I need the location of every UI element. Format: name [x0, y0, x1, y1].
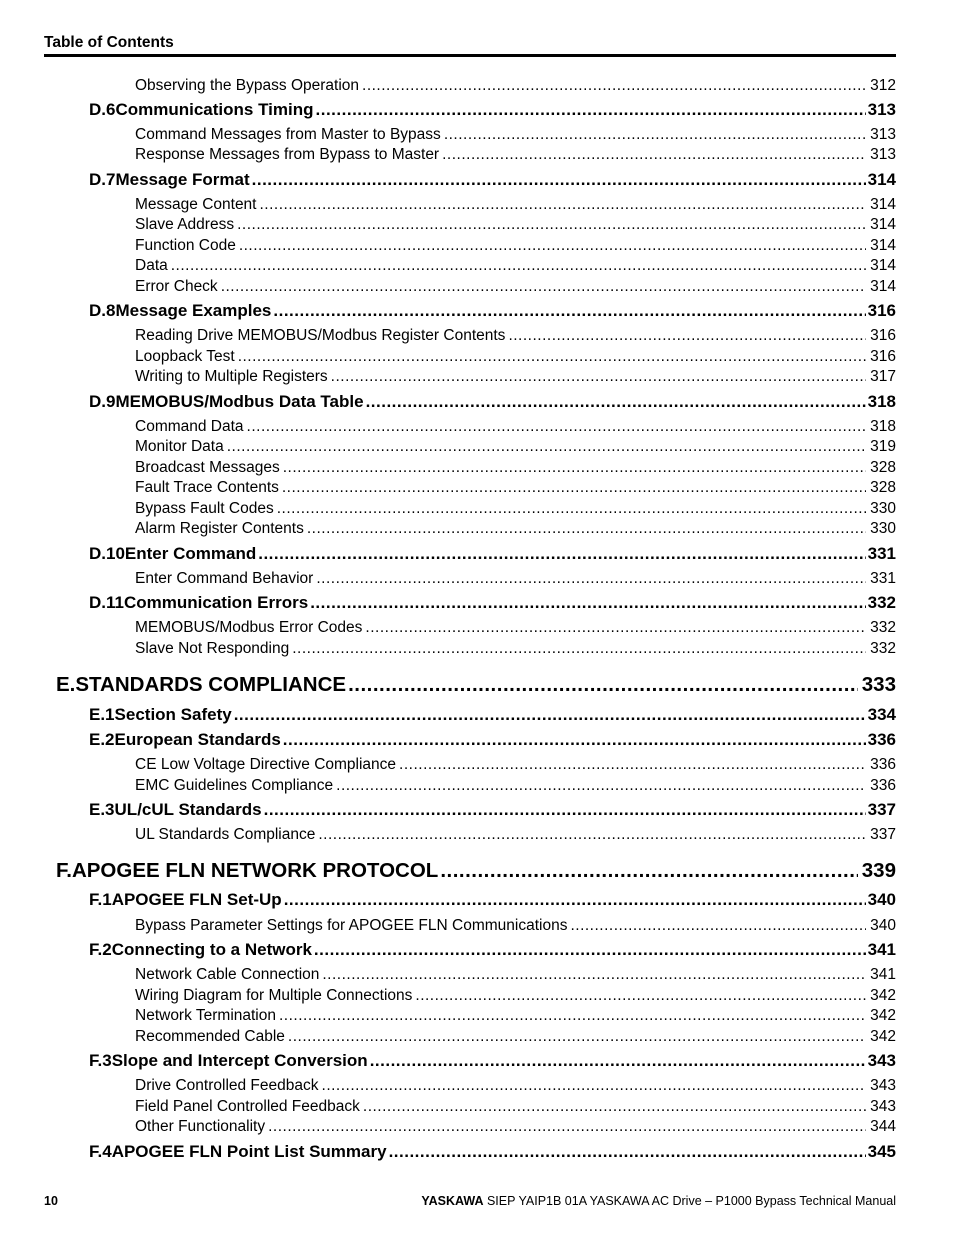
toc-entry-page: 316: [870, 348, 896, 365]
toc-entry-title: Response Messages from Bypass to Master: [135, 146, 440, 163]
toc-entry-sub[interactable]: [135, 146, 896, 164]
toc-entry-sub[interactable]: [135, 1028, 896, 1046]
toc-entry-sub[interactable]: [135, 500, 896, 518]
dot-leader: [365, 619, 866, 637]
toc-entry-sub[interactable]: [135, 1077, 896, 1095]
toc-entry-section[interactable]: [89, 890, 896, 910]
toc-entry-section[interactable]: [89, 544, 896, 564]
toc-entry-title: Loopback Test: [135, 348, 235, 365]
dot-leader: [234, 705, 866, 725]
toc-entry-number: D.8: [89, 301, 116, 320]
toc-entry-page: 314: [867, 170, 896, 189]
toc-entry-page: 339: [861, 859, 896, 882]
dot-leader: [252, 170, 866, 190]
dot-leader: [570, 917, 866, 935]
toc-entry-title: Bypass Parameter Settings for APOGEE FLN Communications: [135, 917, 568, 934]
toc-entry-page: 332: [870, 619, 896, 636]
toc-entry-sub[interactable]: [135, 966, 896, 984]
toc-entry-title: MEMOBUS/Modbus Error Codes: [135, 619, 363, 636]
toc-entry-title: APOGEE FLN NETWORK PROTOCOL: [71, 859, 439, 882]
toc-entry-title: EMC Guidelines Compliance: [135, 777, 334, 794]
dot-leader: [273, 301, 865, 321]
toc-entry-title: Bypass Fault Codes: [135, 500, 274, 517]
toc-entry-title: STANDARDS COMPLIANCE: [75, 673, 347, 696]
toc-entry-page: 331: [867, 544, 896, 563]
toc-entry-number: D.10: [89, 544, 125, 563]
dot-leader: [284, 890, 866, 910]
toc-entry-page: 330: [870, 520, 896, 537]
dot-leader: [282, 479, 866, 497]
footer-brand: YASKAWA: [421, 1194, 484, 1208]
toc-entry-title: Enter Command: [124, 544, 257, 563]
toc-entry-page: 342: [870, 1028, 896, 1045]
toc-entry-title: Monitor Data: [135, 438, 224, 455]
toc-entry-title: MEMOBUS/Modbus Data Table: [115, 392, 364, 411]
toc-entry-number: D.7: [89, 170, 116, 189]
toc-entry-sub[interactable]: [135, 327, 896, 345]
toc-entry-number: D.6: [89, 100, 116, 119]
dot-leader: [440, 859, 857, 883]
toc-entry-section[interactable]: [89, 940, 896, 960]
dot-leader: [221, 278, 866, 296]
toc-entry-title: Observing the Bypass Operation: [135, 77, 360, 94]
toc-entry-page: 313: [867, 100, 896, 119]
dot-leader: [366, 392, 866, 412]
toc-entry-sub[interactable]: [135, 756, 896, 774]
toc-entry-number: D.9: [89, 392, 116, 411]
toc-entry-page: 343: [867, 1051, 896, 1070]
toc-entry-sub[interactable]: [135, 216, 896, 234]
toc-entry-section[interactable]: [89, 100, 896, 120]
toc-entry-section[interactable]: [89, 170, 896, 190]
toc-entry-title: Communication Errors: [123, 593, 309, 612]
footer-manual-title: [421, 1194, 896, 1208]
toc-entry-page: 343: [870, 1077, 896, 1094]
toc-entry-page: 334: [867, 705, 896, 724]
toc-entry-sub[interactable]: [135, 640, 896, 658]
toc-entry-page: 343: [870, 1098, 896, 1115]
toc-entry-sub[interactable]: [135, 459, 896, 477]
toc-entry-title: Slave Not Responding: [135, 640, 290, 657]
toc-entry-page: 337: [867, 800, 896, 819]
dot-leader: [362, 77, 866, 95]
toc-entry-sub[interactable]: [135, 1007, 896, 1025]
toc-entry-sub[interactable]: [135, 418, 896, 436]
dot-leader: [239, 237, 866, 255]
toc-entry-title: Slave Address: [135, 216, 235, 233]
dot-leader: [238, 348, 866, 366]
toc-entry-page: 318: [867, 392, 896, 411]
toc-entry-title: Drive Controlled Feedback: [135, 1077, 319, 1094]
dot-leader: [442, 146, 866, 164]
toc-entry-title: Fault Trace Contents: [135, 479, 279, 496]
dot-leader: [227, 438, 866, 456]
toc-entry-page: 328: [870, 459, 896, 476]
toc-entry-sub[interactable]: [135, 520, 896, 538]
toc-entry-sub[interactable]: [135, 1098, 896, 1116]
toc-entry-page: 336: [870, 777, 896, 794]
toc-entry-sub[interactable]: [135, 826, 896, 844]
toc-entry-page: 342: [870, 987, 896, 1004]
toc-entry-number: F.4: [89, 1142, 112, 1161]
toc-entry-page: 340: [867, 890, 896, 909]
toc-entry-number: E.2: [89, 730, 115, 749]
toc-entry-sub[interactable]: [135, 438, 896, 456]
dot-leader: [399, 756, 866, 774]
toc-entry-sub[interactable]: [135, 77, 896, 95]
toc-entry-page: 340: [870, 917, 896, 934]
dot-leader: [310, 593, 865, 613]
toc-entry-title: APOGEE FLN Set-Up: [111, 890, 282, 909]
dot-leader: [316, 100, 866, 120]
toc-entry-section[interactable]: [89, 1051, 896, 1071]
toc-entry-title: Field Panel Controlled Feedback: [135, 1098, 360, 1115]
toc-entry-title: Connecting to a Network: [111, 940, 312, 959]
toc-entry-title: Broadcast Messages: [135, 459, 280, 476]
toc-entry-sub[interactable]: [135, 126, 896, 144]
toc-entry-title: Alarm Register Contents: [135, 520, 304, 537]
footer-manual-text: SIEP YAIP1B 01A YASKAWA AC Drive – P1000 Bypass Technical Manual: [486, 1194, 896, 1208]
toc-entry-page: 318: [870, 418, 896, 435]
toc-entry-page: 345: [867, 1142, 896, 1161]
dot-leader: [268, 1118, 866, 1136]
toc-entry-page: 328: [870, 479, 896, 496]
toc-entry-page: 316: [867, 301, 896, 320]
toc-entry-number: E.1: [89, 705, 115, 724]
dot-leader: [508, 327, 866, 345]
toc-entry-page: 333: [861, 673, 896, 696]
toc-entry-number: F.1: [89, 890, 112, 909]
toc-entry-page: 314: [870, 257, 896, 274]
header-title: Table of Contents: [44, 34, 174, 51]
toc-entry-title: UL/cUL Standards: [114, 800, 262, 819]
toc-entry-title: Writing to Multiple Registers: [135, 368, 328, 385]
dot-leader: [288, 1028, 866, 1046]
toc-entry-title: Other Functionality: [135, 1118, 266, 1135]
toc-entry-page: 317: [870, 368, 896, 385]
dot-leader: [283, 730, 866, 750]
toc-entry-number: D.11: [89, 593, 124, 612]
dot-leader: [292, 640, 866, 658]
toc-entry-title: Slope and Intercept Conversion: [111, 1051, 368, 1070]
dot-leader: [322, 1077, 867, 1095]
toc-entry-chapter[interactable]: [56, 859, 896, 883]
toc-entry-page: 336: [870, 756, 896, 773]
toc-entry-title: APOGEE FLN Point List Summary: [111, 1142, 387, 1161]
toc-entry-section[interactable]: [89, 1142, 896, 1162]
toc-entry-title: Wiring Diagram for Multiple Connections: [135, 987, 413, 1004]
dot-leader: [307, 520, 866, 538]
toc-entry-title: Message Format: [115, 170, 250, 189]
dot-leader: [348, 673, 858, 697]
toc-entry-section[interactable]: [89, 392, 896, 412]
dot-leader: [277, 500, 866, 518]
dot-leader: [316, 570, 866, 588]
toc-entry-sub[interactable]: [135, 237, 896, 255]
toc-entry-page: 336: [867, 730, 896, 749]
toc-entry-page: 314: [870, 216, 896, 233]
dot-leader: [237, 216, 866, 234]
toc-entry-title: European Standards: [114, 730, 281, 749]
dot-leader: [247, 418, 867, 436]
toc-entry-sub[interactable]: [135, 196, 896, 214]
dot-leader: [336, 777, 866, 795]
toc-entry-page: 331: [870, 570, 896, 587]
toc-entry-page: 314: [870, 196, 896, 213]
dot-leader: [331, 368, 866, 386]
dot-leader: [264, 800, 866, 820]
toc-entry-sub[interactable]: [135, 777, 896, 795]
toc-entry-sub[interactable]: [135, 987, 896, 1005]
toc-entry-sub[interactable]: [135, 917, 896, 935]
toc-entry-title: Communications Timing: [115, 100, 314, 119]
dot-leader: [322, 966, 866, 984]
toc-entry-page: 341: [870, 966, 896, 983]
toc-entry-sub[interactable]: [135, 619, 896, 637]
toc-entry-title: Enter Command Behavior: [135, 570, 314, 587]
toc-entry-page: 316: [870, 327, 896, 344]
dot-leader: [258, 544, 865, 564]
dot-leader: [444, 126, 866, 144]
toc-entry-section[interactable]: [89, 301, 896, 321]
toc-entry-sub[interactable]: [135, 257, 896, 275]
toc-entry-title: Error Check: [135, 278, 218, 295]
dot-leader: [171, 257, 866, 275]
dot-leader: [318, 826, 866, 844]
dot-leader: [260, 196, 867, 214]
toc-entry-title: Message Content: [135, 196, 257, 213]
toc-entry-page: 314: [870, 278, 896, 295]
toc-entry-title: Recommended Cable: [135, 1028, 285, 1045]
toc-entry-title: UL Standards Compliance: [135, 826, 316, 843]
toc-entry-number: F.: [56, 859, 72, 882]
toc-entry-title: Network Cable Connection: [135, 966, 320, 983]
dot-leader: [370, 1051, 866, 1071]
toc-entry-title: CE Low Voltage Directive Compliance: [135, 756, 397, 773]
toc-entry-page: 344: [870, 1118, 896, 1135]
dot-leader: [283, 459, 866, 477]
dot-leader: [415, 987, 866, 1005]
toc-entry-number: E.3: [89, 800, 115, 819]
toc-entry-title: Command Data: [135, 418, 244, 435]
toc-entry-sub[interactable]: [135, 348, 896, 366]
toc-entry-page: 341: [867, 940, 896, 959]
dot-leader: [363, 1098, 866, 1116]
toc-entry-page: 332: [867, 593, 896, 612]
toc-entry-number: F.2: [89, 940, 112, 959]
toc-entry-section[interactable]: [89, 800, 896, 820]
toc-entry-number: F.3: [89, 1051, 112, 1070]
toc-entry-chapter[interactable]: [56, 673, 896, 697]
toc-entry-title: Network Termination: [135, 1007, 276, 1024]
toc-entry-sub[interactable]: [135, 368, 896, 386]
toc-entry-number: E.: [56, 673, 76, 696]
toc-entry-title: Section Safety: [114, 705, 232, 724]
toc-entry-title: Data: [135, 257, 168, 274]
toc-entry-title: Message Examples: [115, 301, 272, 320]
toc-entry-page: 342: [870, 1007, 896, 1024]
toc-entry-page: 312: [870, 77, 896, 94]
toc-entry-title: Reading Drive MEMOBUS/Modbus Register Contents: [135, 327, 506, 344]
dot-leader: [389, 1142, 866, 1162]
toc-entry-page: 330: [870, 500, 896, 517]
toc-entry-section[interactable]: [89, 705, 896, 725]
toc-entry-title: Function Code: [135, 237, 236, 254]
toc-entry-sub[interactable]: [135, 479, 896, 497]
toc-entry-page: 332: [870, 640, 896, 657]
toc-entry-page: 313: [870, 126, 896, 143]
dot-leader: [314, 940, 866, 960]
toc-entry-section[interactable]: [89, 730, 896, 750]
toc-entry-section[interactable]: [89, 593, 896, 613]
toc-entry-page: 319: [870, 438, 896, 455]
toc-entry-title: Command Messages from Master to Bypass: [135, 126, 441, 143]
toc-entry-sub[interactable]: [135, 570, 896, 588]
toc-entry-page: 314: [870, 237, 896, 254]
dot-leader: [279, 1007, 866, 1025]
toc-entry-sub[interactable]: [135, 278, 896, 296]
footer-page-number: 10: [44, 1194, 58, 1208]
toc-entry-sub[interactable]: [135, 1118, 896, 1136]
toc-entry-page: 337: [870, 826, 896, 843]
toc-entry-page: 313: [870, 146, 896, 163]
